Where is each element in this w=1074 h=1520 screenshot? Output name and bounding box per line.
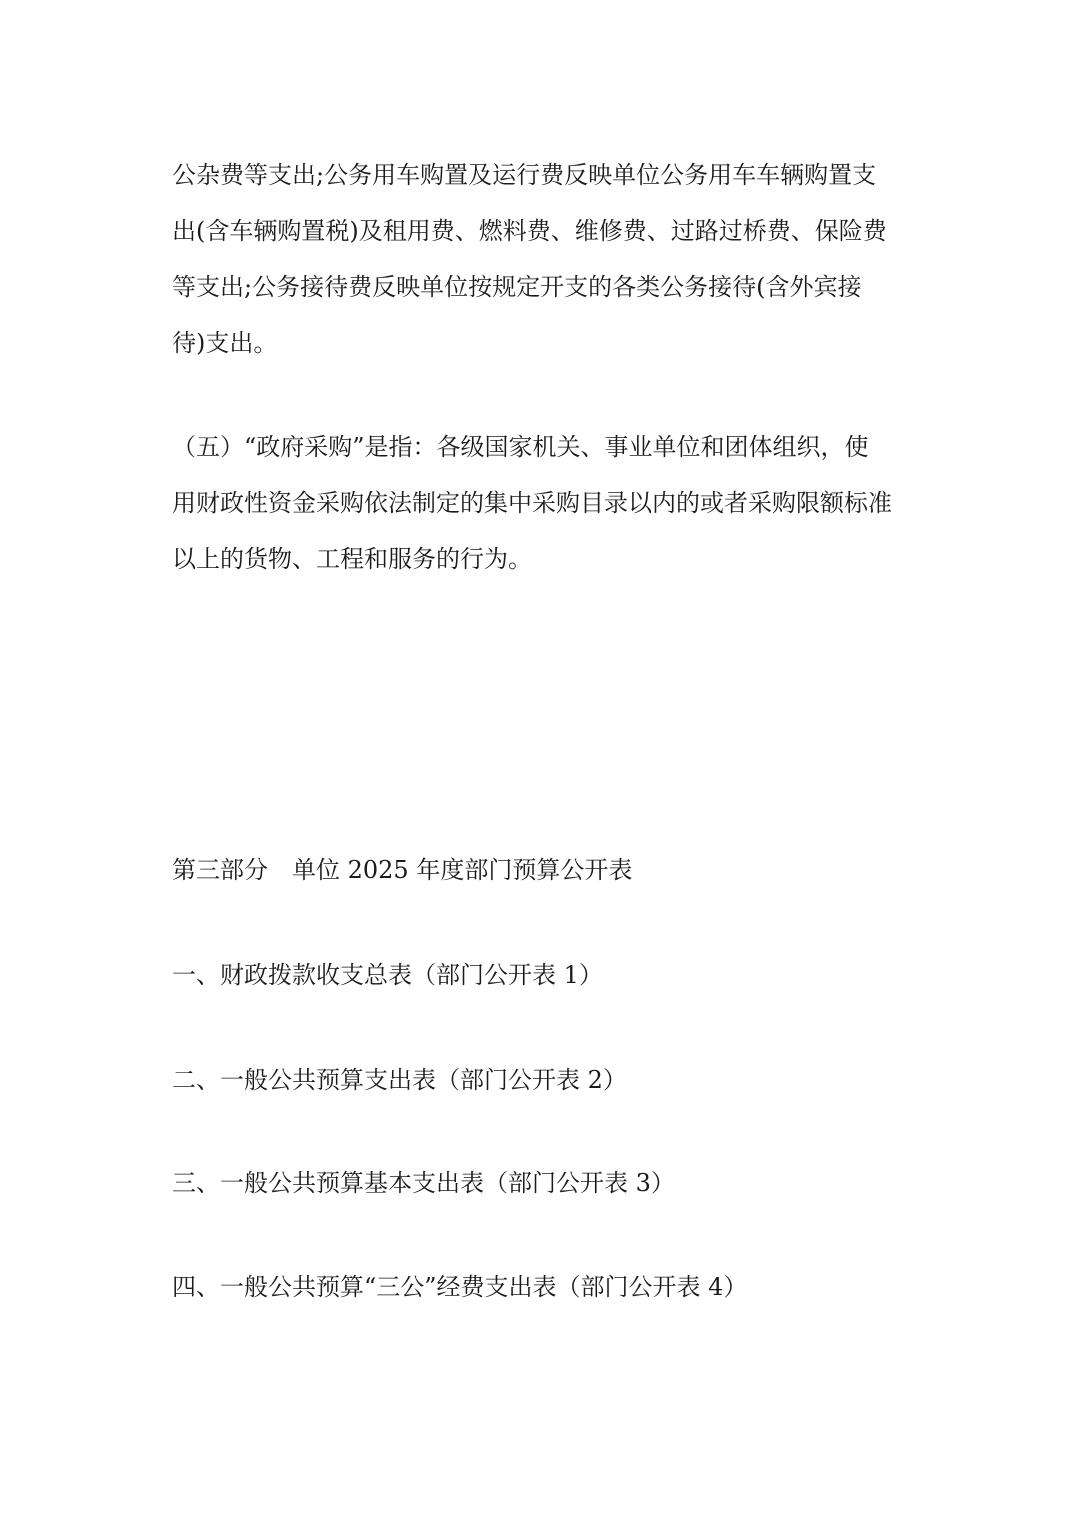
table-list-item: 三、一般公共预算基本支出表（部门公开表 3）	[172, 1169, 675, 1197]
table-list-item: 四、一般公共预算“三公”经费支出表（部门公开表 4）	[172, 1273, 748, 1301]
paragraph-line: 出(含车辆购置税)及租用费、燃料费、维修费、过路过桥费、保险费	[172, 217, 887, 245]
paragraph-line: 待)支出。	[172, 329, 278, 357]
paragraph-line: 用财政性资金采购依法制定的集中采购目录以内的或者采购限额标准	[172, 489, 892, 517]
paragraph-line: （五）“政府采购”是指：各级国家机关、事业单位和团体组织，使	[172, 433, 869, 461]
section-heading: 第三部分 单位 2025 年度部门预算公开表	[172, 856, 633, 884]
table-list-item: 二、一般公共预算支出表（部门公开表 2）	[172, 1066, 627, 1094]
paragraph-line: 以上的货物、工程和服务的行为。	[172, 545, 532, 573]
paragraph-line: 等支出;公务接待费反映单位按规定开支的各类公务接待(含外宾接	[172, 273, 862, 301]
paragraph-line: 公杂费等支出;公务用车购置及运行费反映单位公务用车车辆购置支	[172, 161, 877, 189]
table-list-item: 一、财政拨款收支总表（部门公开表 1）	[172, 961, 603, 989]
